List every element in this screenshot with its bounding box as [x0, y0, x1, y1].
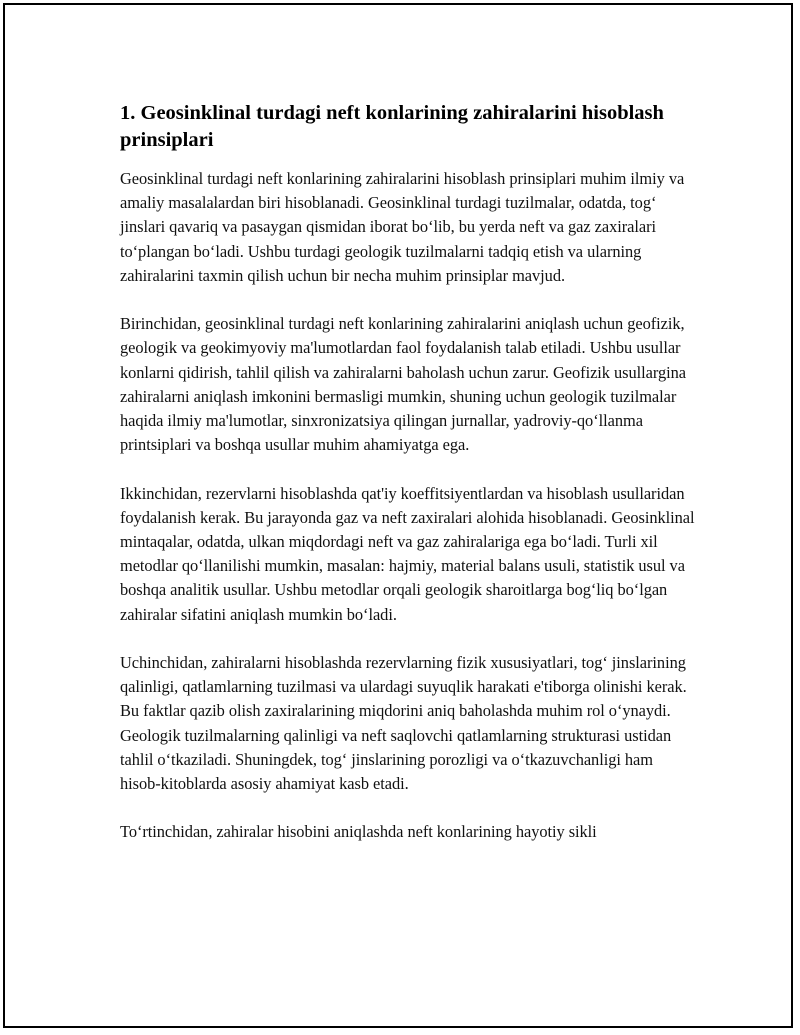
page-frame	[3, 3, 793, 1028]
paragraph-second: Ikkinchidan, rezervlarni hisoblashda qat'iy koeffitsiyentlardan va hisoblash usullaridan foydalanish kerak. Bu jarayonda gaz va neft zaxiralari alohida hisoblanadi. Geosinklinal mintaqalar, odatda, ulkan miqdordagi neft va gaz zahiralariga ega bo‘ladi. Turli xil metodlar qo‘llanilishi mumkin, masalan: hajmiy, material balans usuli, statistik usul va boshqa analitik usullar. Ushbu metodlar orqali geologik sharoitlarga bog‘liq bo‘lgan zahiralar sifatini aniqlash mumkin bo‘ladi.	[120, 483, 695, 624]
document-body	[120, 100, 695, 869]
paragraph-intro: Geosinklinal turdagi neft konlarining zahiralarini hisoblash prinsiplari muhim ilmiy va amaliy masalalardan biri hisoblanadi. Geosinklinal turdagi tuzilmalar, odatda, tog‘ jinslari qavariq va pasaygan qismidan iborat bo‘lib, bu yerda neft va gaz zaxiralari to‘plangan bo‘ladi. Ushbu turdagi geologik tuzilmalarni tadqiq etish va ularning zahiralarini taxmin qilish uchun bir necha muhim prinsiplar mavjud.	[120, 169, 685, 285]
paragraph-fourth: To‘rtinchidan, zahiralar hisobini aniqlashda neft konlarining hayotiy sikli	[120, 822, 597, 842]
section-heading: 1. Geosinklinal turdagi neft konlarining zahiralarini hisoblash prinsiplari	[120, 102, 664, 151]
paragraph-first: Birinchidan, geosinklinal turdagi neft konlarining zahiralarini aniqlash uchun geofizik, geologik va geokimyoviy ma'lumotlardan faol foydalanish talab etiladi. Ushbu usullar konlarni qidirish, tahlil qilish va zahiralarni baholash uchun zarur. Geofizik usullargina zahiralarni aniqlash imkonini bermasligi mumkin, shuning uchun geologik tuzilmalar haqida ilmiy ma'lumotlar, sinxronizatsiya qilingan jurnallar, yadroviy-qo‘llanma printsiplari va boshqa usullar muhim ahamiyatga ega.	[120, 314, 686, 455]
paragraph-third: Uchinchidan, zahiralarni hisoblashda rezervlarning fizik xususiyatlari, tog‘ jinslarining qalinligi, qatlamlarning tuzilmasi va ulardagi suyuqlik harakati e'tiborga olinishi kerak. Bu faktlar qazib olish zaxiralarining miqdorini aniq baholashda muhim rol o‘ynaydi. Geologik tuzilmalarning qalinligi va neft saqlovchi qatlamlarning strukturasi ustidan tahlil o‘tkaziladi. Shuningdek, tog‘ jinslarining porozligi va o‘tkazuvchanligi ham hisob-kitoblarda asosiy ahamiyat kasb etadi.	[120, 653, 687, 794]
